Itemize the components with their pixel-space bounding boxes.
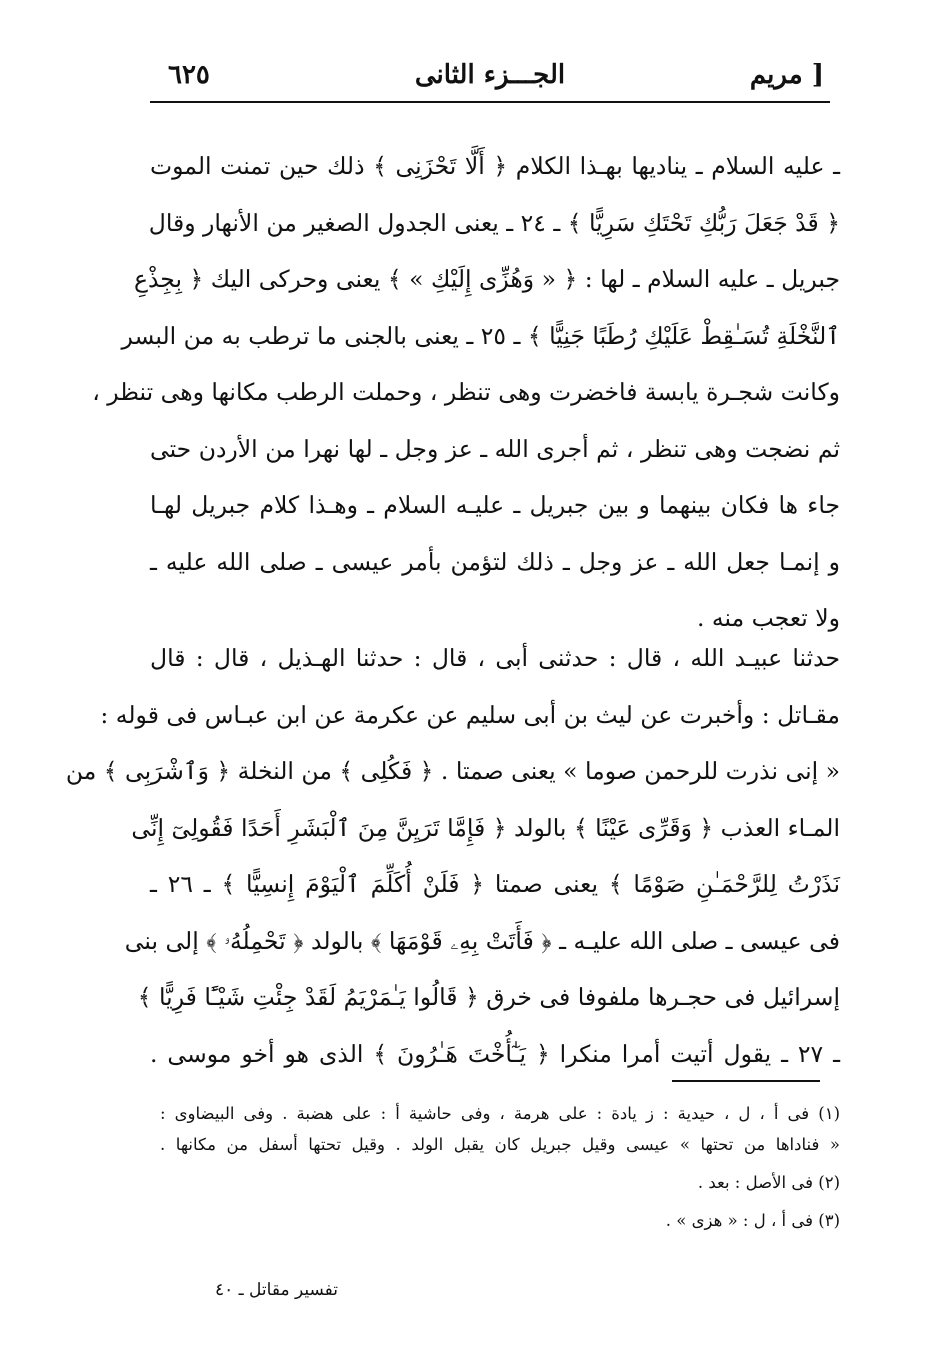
text-line: وكانت شجـرة يابسة فاخضرت وهى تنظر ، وحملت الرطب مكانها وهى تنظر ، bbox=[92, 378, 840, 406]
footnote-2: (٢) فى الأصل : بعد . bbox=[697, 1173, 840, 1192]
text-line: ولا تعجب منه . bbox=[696, 604, 840, 632]
footnote-3: (٣) فى أ ، ل : « هزى » . bbox=[665, 1211, 840, 1230]
text-line: ـ ٢٧ ـ يقول أتيت أمرا منكرا ﴿ يَـٰٓأُخْتَ هَـٰرُونَ ﴾ الذى هو أخو موسى . bbox=[150, 1039, 840, 1068]
text-line: مقـاتل : وأخبرت عن ليث بن أبى سليم عن عكرمة عن ابن عبـاس فى قوله : bbox=[100, 700, 840, 729]
page-number: ٦٢٥ bbox=[168, 60, 210, 90]
header-rule bbox=[150, 101, 830, 103]
text-line: ـ عليه السلام ـ ينادیها بهـذا الكلام ﴿ أَلَّا تَحْزَنِى ﴾ ذلك حين تمنت الموت bbox=[150, 152, 840, 180]
text-line: نَذَرْتُ لِلرَّحْمَـٰنِ صَوْمًا ﴾ يعنى صمتا ﴿ فَلَنْ أُكَلِّمَ ٱلْيَوْمَ إِنسِيًّا ﴾ ـ ٢٦ ـ bbox=[150, 870, 841, 898]
running-title: الجـــزء الثانى bbox=[414, 60, 566, 90]
footnote-gap bbox=[160, 1198, 840, 1205]
signature-mark: تفسير مقاتل ـ ٤٠ bbox=[215, 1280, 338, 1300]
surah-name: مريم ] bbox=[749, 60, 824, 90]
text-line: « إنى نذرت للرحمن صوما » يعنى صمتا . ﴿ فَكُلِى ﴾ من النخلة ﴿ وَٱشْرَبِى ﴾ من bbox=[65, 757, 840, 785]
text-line: و إنمـا جعل الله ـ عز وجل ـ ذلك لتؤمن بأمر عيسى ـ صلى الله عليه ـ bbox=[150, 547, 840, 576]
page-header bbox=[150, 52, 830, 98]
text-line: جبريل ـ عليه السلام ـ لها : ﴿ « وَهُزِّى إِلَيْكِ » ﴾ يعنى وحركى اليك ﴿ بِجِذْعِ bbox=[133, 265, 840, 293]
text-line: ثم نضجت وهى تنظر ، ثم أجرى الله ـ عز وجل ـ لها نهرا من الأردن حتى bbox=[150, 434, 840, 463]
text-line: فى عيسى ـ صلى الله عليـه ـ ﴿ فَأَتَتْ بِهِۦ قَوْمَهَا ﴾ بالولد ﴿ تَحْمِلُهُۥ ﴾ إلى بنى bbox=[124, 926, 840, 955]
text-line: ﴿ قَدْ جَعَلَ رَبُّكِ تَحْتَكِ سَرِيًّا ﴾ ـ ٢٤ ـ يعنى الجدول الصغير من الأنهار وقال bbox=[148, 208, 840, 237]
text-line: ٱلنَّخْلَةِ تُسَـٰقِطْ عَلَيْكِ رُطَبًا جَنِيًّا ﴾ ـ ٢٥ ـ يعنى بالجنى ما ترطب به من البسر bbox=[121, 321, 840, 350]
footnotes bbox=[160, 1098, 840, 1236]
text-line: إسرائيل فى حجـرها ملفوفا فى خرق ﴿ قَالُوا يَـٰمَرْيَمُ لَقَدْ جِئْتِ شَيْـًٔا فَرِيًّا ﴾ bbox=[137, 983, 840, 1011]
text-line: المـاء العذب ﴿ وَقَرِّى عَيْنًا ﴾ بالولد ﴿ فَإِمَّا تَرَيِنَّ مِنَ ٱلْبَشَرِ أَحَدًا فَقُولِىٓ إِنِّى bbox=[131, 813, 840, 842]
footnote-1-line-2: « فناداها من تحتها » عيسى وقيل جبريل كان يقبل الولد . وقيل تحتها أسفل من مكانها . bbox=[160, 1135, 840, 1154]
text-line: حدثنا عبيـد الله ، قال : حدثنى أبى ، قال : حدثنا الهـذيل ، قال : قال bbox=[150, 644, 840, 672]
footnote-gap bbox=[160, 1160, 840, 1167]
paragraph-1 bbox=[92, 138, 840, 647]
footnote-rule bbox=[672, 1080, 820, 1082]
footnote-1-line-1: (١) فى أ ، ل ، حيدية : ز يادة : على هرمة ، وفى حاشية أ : على هضبة . وفى البيضاوى : bbox=[160, 1104, 840, 1123]
text-line: جاء ها فكان بينهما و بين جبريل ـ عليـه السلام ـ وهـذا كلام جبريل لهـا bbox=[150, 491, 840, 519]
paragraph-2 bbox=[65, 630, 841, 1082]
